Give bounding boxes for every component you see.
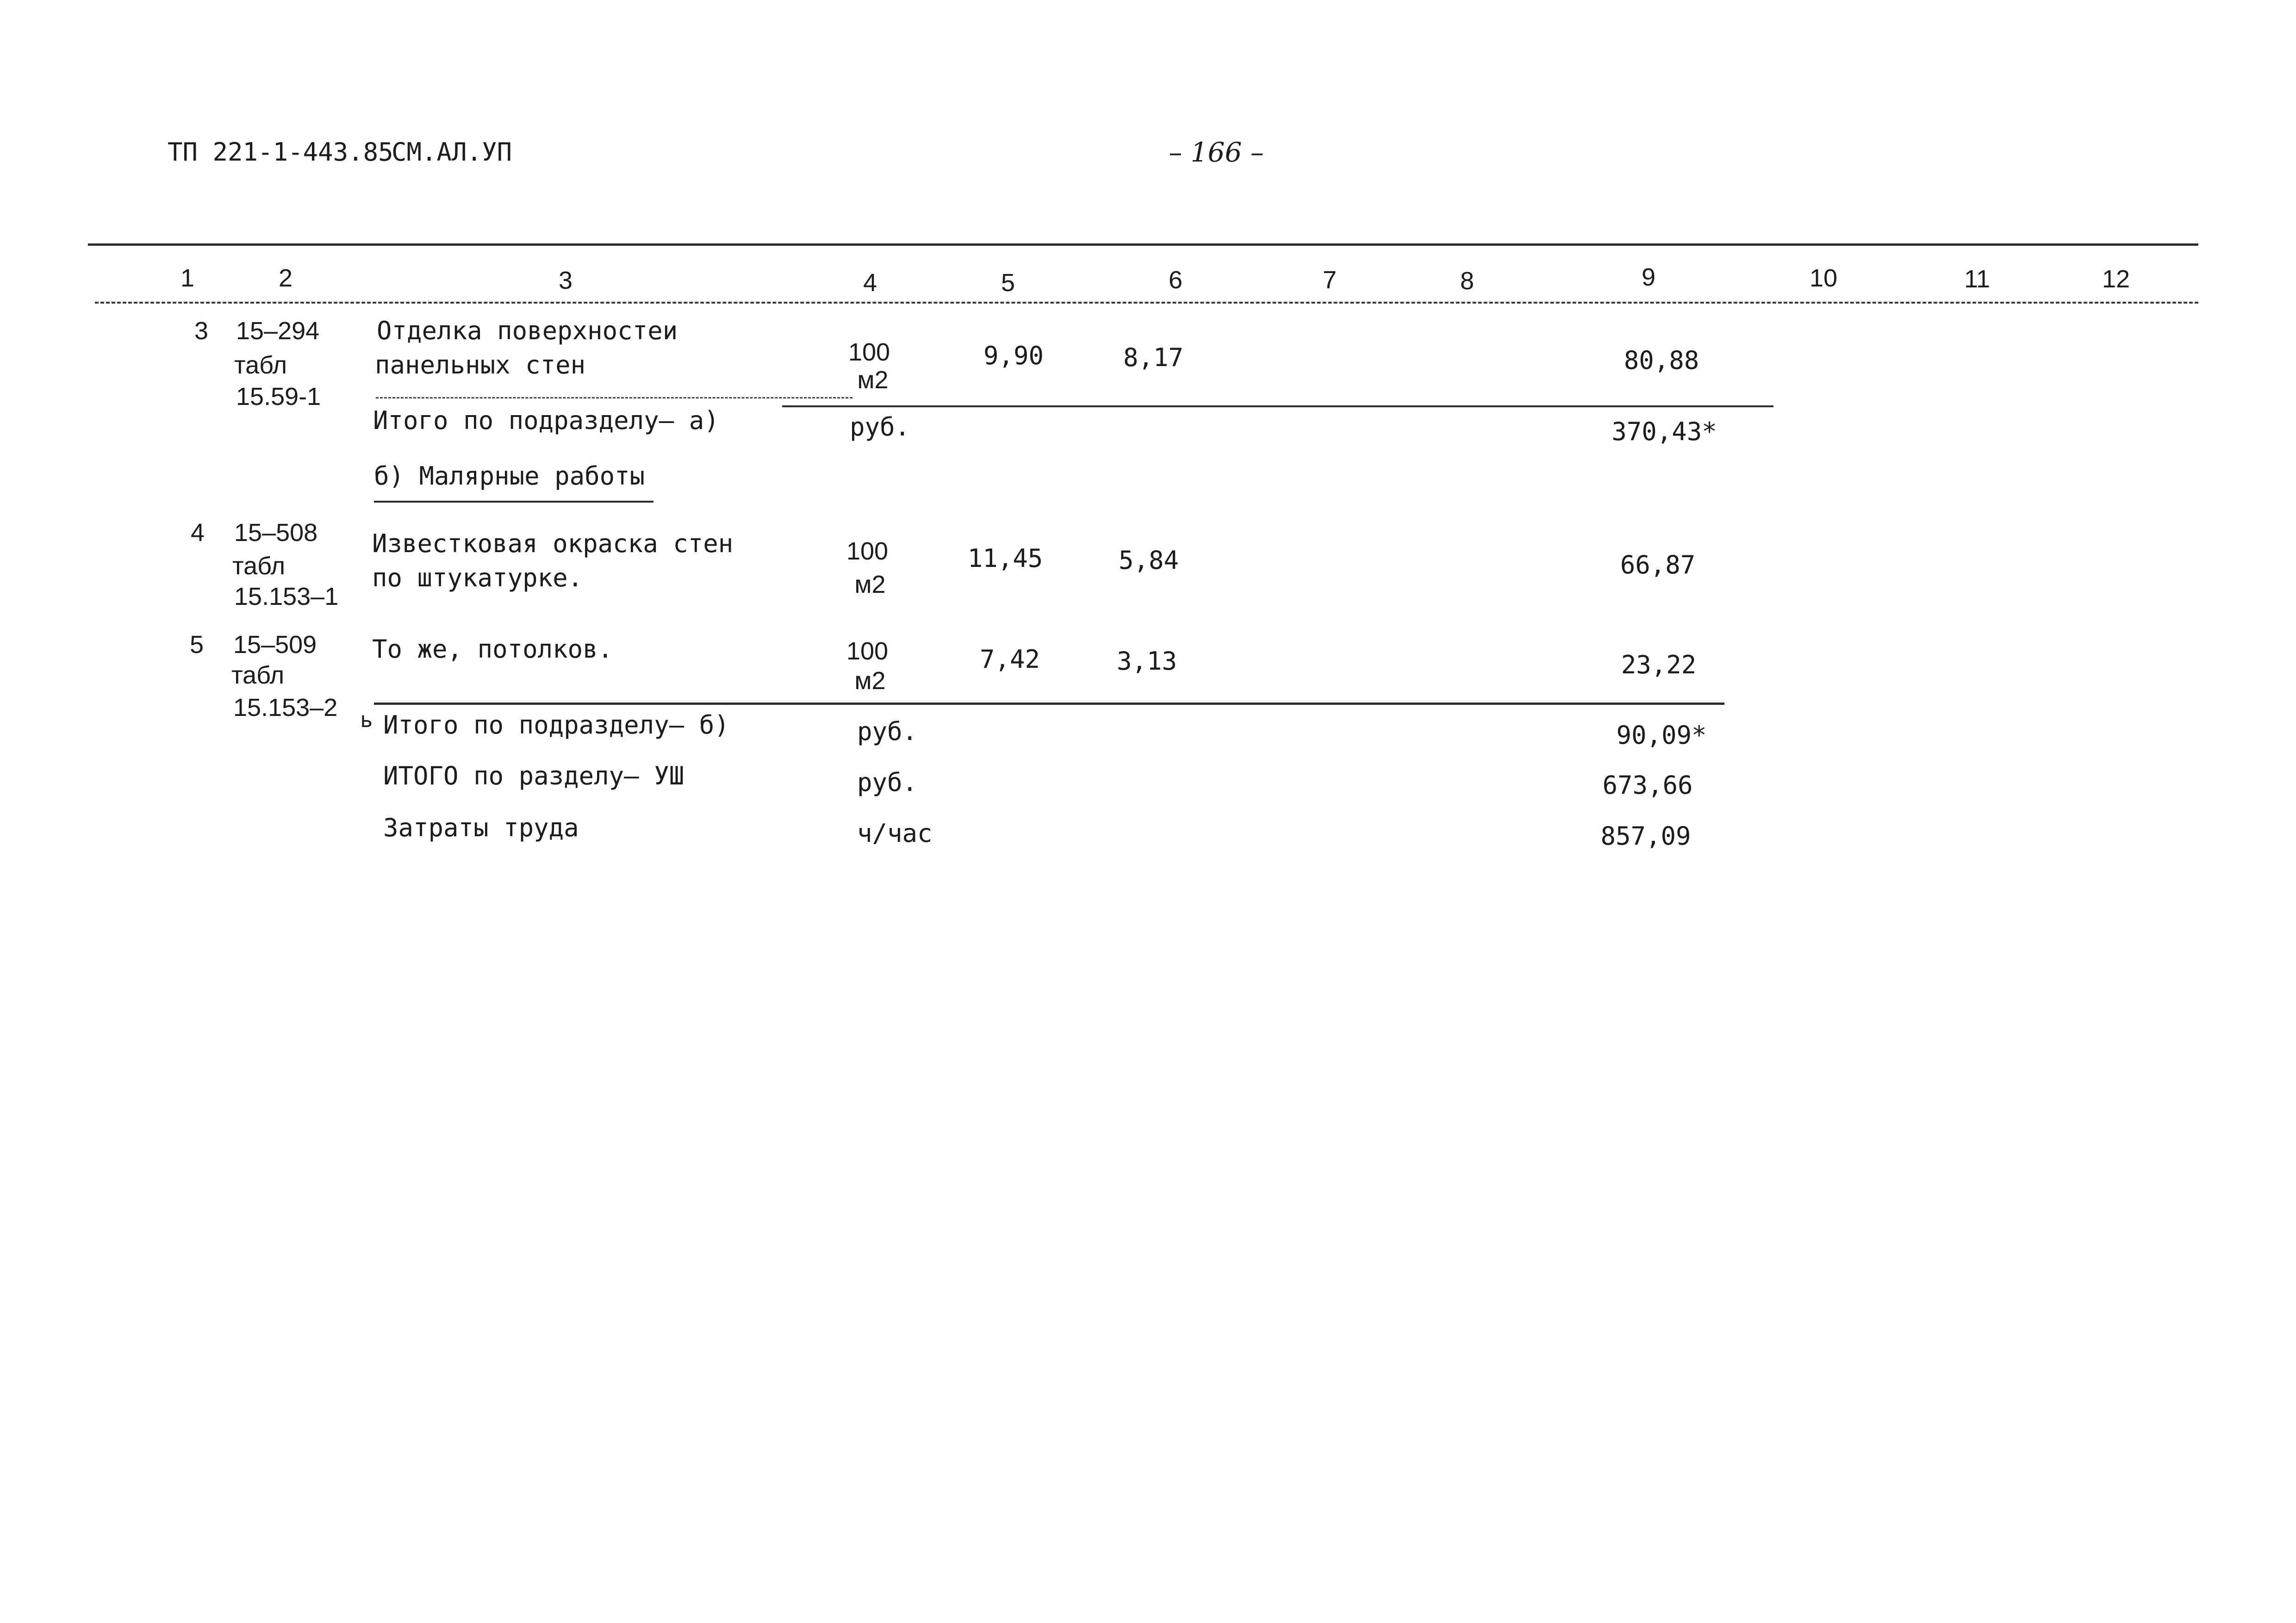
row-number: 4: [191, 519, 205, 547]
row-unit: 100: [848, 338, 890, 366]
labor-value: 857,09: [1600, 821, 1691, 851]
doc-section: СМ.АЛ.УП: [392, 137, 512, 167]
row-cell-col6: 5,84: [1118, 546, 1179, 575]
row-number: 5: [190, 631, 204, 659]
row-code: 15.59-1: [236, 383, 321, 410]
row-name: Отделка поверхностеи: [377, 316, 678, 345]
column-header: 12: [2102, 265, 2130, 293]
row-cell-col6: 8,17: [1123, 343, 1184, 372]
row-code: 15–294: [236, 317, 320, 345]
column-header: 9: [1641, 263, 1656, 291]
row-code: 15–509: [233, 631, 317, 659]
column-header: 8: [1460, 267, 1475, 295]
row-code: табл: [231, 661, 285, 689]
row-name: по штукатурке.: [372, 563, 583, 592]
labor-label: Затраты труда: [383, 813, 579, 842]
row-cell-col9: 23,22: [1621, 650, 1697, 679]
subtotal-a-rule: [782, 405, 1773, 407]
row-name: Известковая окраска стен: [372, 529, 734, 558]
section-total-label: ИТОГО по разделу– УШ: [383, 761, 684, 790]
subtotal-b-unit: руб.: [857, 717, 918, 746]
column-header: 2: [278, 264, 293, 292]
row-separator-dashed: [376, 397, 852, 398]
labor-unit: ч/час: [857, 819, 933, 848]
row-unit: м2: [854, 571, 886, 598]
subtotal-a-unit: руб.: [850, 412, 910, 442]
subtotal-b-label: Итого по подразделу– б): [383, 710, 729, 740]
subsection-b-underline: [374, 501, 653, 503]
row-name: панельных стен: [375, 350, 586, 379]
row-cell-col9: 80,88: [1624, 346, 1699, 375]
row-name: То же, потолков.: [372, 634, 613, 664]
row-cell-col5: 9,90: [983, 341, 1044, 370]
table-top-rule: [88, 243, 2198, 246]
row-code: 15–508: [234, 519, 318, 547]
row-cell-col5: 11,45: [967, 544, 1043, 573]
row-number: 3: [194, 317, 209, 345]
column-header: 3: [558, 267, 573, 294]
row-unit: м2: [854, 667, 886, 695]
doc-code: ТП 221-1-443.85: [168, 137, 393, 167]
column-header: 1: [180, 264, 195, 292]
row-unit: 100: [846, 637, 889, 665]
row-cell-col9: 66,87: [1620, 550, 1696, 579]
subtotal-b-marker: ь: [360, 707, 373, 732]
row-unit: м2: [857, 366, 889, 394]
subtotal-a-value: 370,43*: [1612, 417, 1717, 446]
row-cell-col5: 7,42: [979, 645, 1040, 674]
subtotal-a-label: Итого по подразделу– а): [373, 406, 719, 435]
row-code: 15.153–2: [233, 694, 338, 721]
subtotal-b-rule: [374, 703, 1724, 705]
row-code: табл: [232, 552, 286, 580]
column-header: 7: [1322, 266, 1337, 294]
row-unit: 100: [846, 537, 889, 565]
row-code: 15.153–1: [234, 583, 339, 610]
column-header: 11: [1964, 265, 1991, 293]
row-cell-col6: 3,13: [1116, 647, 1177, 676]
subtotal-b-value: 90,09*: [1616, 721, 1707, 750]
section-total-unit: руб.: [857, 768, 918, 797]
column-header: 5: [1001, 269, 1015, 297]
row-code: табл: [234, 351, 287, 379]
column-header: 10: [1809, 264, 1838, 292]
subsection-b-title: б) Малярные работы: [374, 461, 645, 491]
page-number: – 166 –: [1169, 137, 1264, 168]
section-total-value: 673,66: [1602, 771, 1693, 800]
column-header: 4: [863, 269, 877, 297]
column-header: 6: [1168, 266, 1183, 294]
table-header-rule: [95, 302, 2198, 304]
